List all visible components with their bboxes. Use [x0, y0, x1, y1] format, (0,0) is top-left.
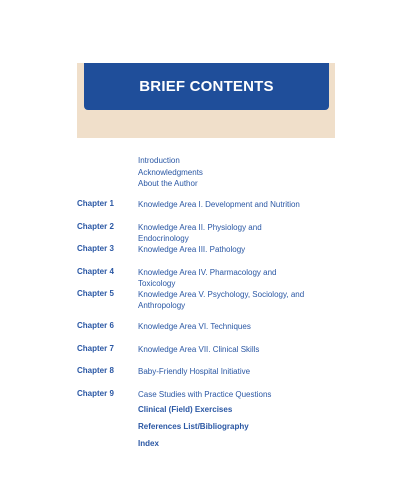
front-matter-list [138, 155, 203, 190]
chapter-title[interactable]: Knowledge Area II. Physiology and Endocrinology [138, 223, 262, 243]
back-matter-item[interactable]: References List/Bibliography [138, 422, 249, 431]
chapter-label: Chapter 7 [77, 344, 114, 353]
back-matter-item[interactable]: Index [138, 439, 159, 448]
front-matter-item[interactable]: Acknowledgments [138, 167, 203, 177]
page-title: BRIEF CONTENTS [139, 78, 274, 95]
chapter-label: Chapter 4 [77, 267, 114, 276]
chapter-title[interactable]: Knowledge Area V. Psychology, Sociology, and Anthropology [138, 290, 305, 310]
chapter-title[interactable]: Knowledge Area VII. Clinical Skills [138, 345, 260, 354]
chapter-title[interactable]: Baby-Friendly Hospital Initiative [138, 367, 251, 376]
chapter-title[interactable]: Knowledge Area VI. Techniques [138, 322, 251, 331]
chapter-title[interactable]: Knowledge Area IV. Pharmacology and Toxicology [138, 268, 277, 288]
chapter-label: Chapter 3 [77, 244, 114, 253]
chapter-label: Chapter 6 [77, 321, 114, 330]
chapter-label: Chapter 8 [77, 366, 114, 375]
title-banner [84, 63, 329, 110]
chapter-label: Chapter 1 [77, 199, 114, 208]
front-matter-item[interactable]: Introduction [138, 156, 180, 165]
chapter-title[interactable]: Knowledge Area III. Pathology [138, 245, 246, 254]
chapter-label: Chapter 5 [77, 289, 114, 298]
chapter-label: Chapter 2 [77, 222, 114, 231]
back-matter-item[interactable]: Clinical (Field) Exercises [138, 405, 233, 414]
chapter-title[interactable]: Case Studies with Practice Questions [138, 390, 272, 399]
chapter-label: Chapter 9 [77, 389, 114, 398]
chapter-title[interactable]: Knowledge Area I. Development and Nutrition [138, 200, 300, 209]
front-matter-item[interactable]: About the Author [138, 179, 198, 188]
